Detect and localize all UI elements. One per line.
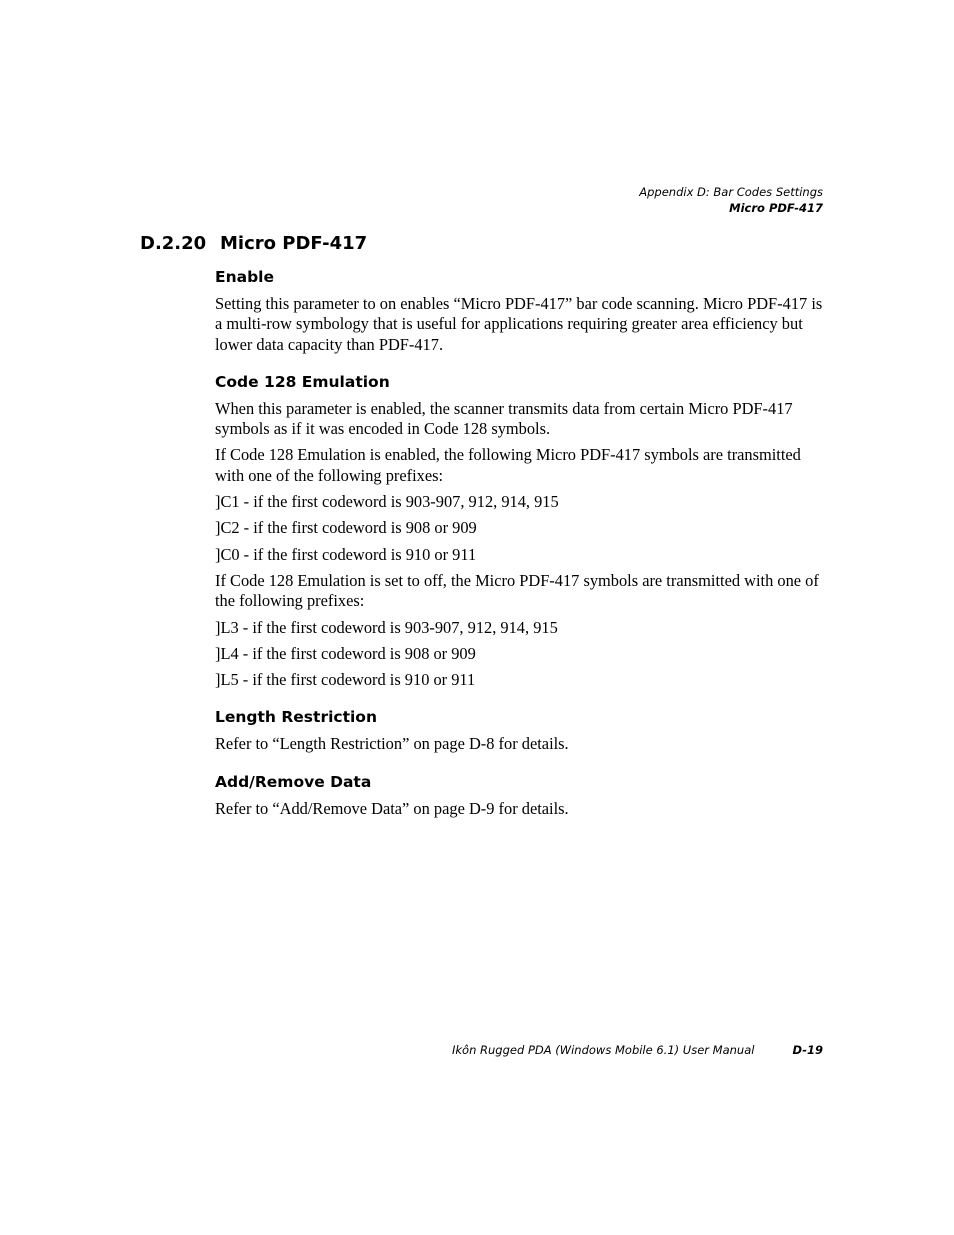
section-body — [215, 266, 833, 825]
length-restriction-heading: Length Restriction — [215, 708, 377, 727]
length-restriction-paragraph: Refer to “Length Restriction” on page D-8 for details. — [215, 734, 569, 754]
running-header — [639, 184, 823, 216]
add-remove-data-paragraph: Refer to “Add/Remove Data” on page D-9 for details. — [215, 798, 569, 818]
prefix-line: ]L4 - if the first codeword is 908 or 909 — [215, 643, 476, 663]
prefix-line: ]C0 - if the first codeword is 910 or 911 — [215, 544, 477, 564]
section-heading — [140, 232, 367, 256]
add-remove-data-heading: Add/Remove Data — [215, 772, 372, 791]
footer-manual-title: Ikôn Rugged PDA (Windows Mobile 6.1) User Manual — [452, 1043, 755, 1057]
code128-paragraph-2: If Code 128 Emulation is enabled, the following Micro PDF-417 symbols are transmitted with one of the following prefixes: — [215, 445, 801, 485]
section-number: D.2.20 — [140, 233, 207, 254]
prefix-line: ]C2 - if the first codeword is 908 or 909 — [215, 518, 477, 538]
prefix-line: ]C1 - if the first codeword is 903-907, 912, 914, 915 — [215, 492, 559, 512]
prefix-line: ]L3 - if the first codeword is 903-907, 912, 914, 915 — [215, 617, 558, 637]
code128-paragraph-3: If Code 128 Emulation is set to off, the Micro PDF-417 symbols are transmitted with one of the following prefixes: — [215, 570, 819, 611]
code128-paragraph-1: When this parameter is enabled, the scanner transmits data from certain Micro PDF-417 symbols as if it was encoded in Code 128 symbols. — [215, 398, 793, 439]
enable-paragraph: Setting this parameter to on enables “Micro PDF-417” bar code scanning. Micro PDF-417 is a multi-row symbology that is useful for applications requiring greater area efficiency but lower data capacity than PDF-417. — [215, 294, 823, 354]
section-title: Micro PDF-417 — [220, 233, 368, 254]
code128-heading: Code 128 Emulation — [215, 372, 390, 391]
enable-heading: Enable — [215, 268, 275, 286]
header-chapter: Appendix D: Bar Codes Settings — [639, 185, 823, 199]
page-number: D-19 — [792, 1043, 823, 1057]
prefix-line: ]L5 - if the first codeword is 910 or 911 — [215, 670, 476, 690]
header-section: Micro PDF-417 — [729, 201, 823, 215]
